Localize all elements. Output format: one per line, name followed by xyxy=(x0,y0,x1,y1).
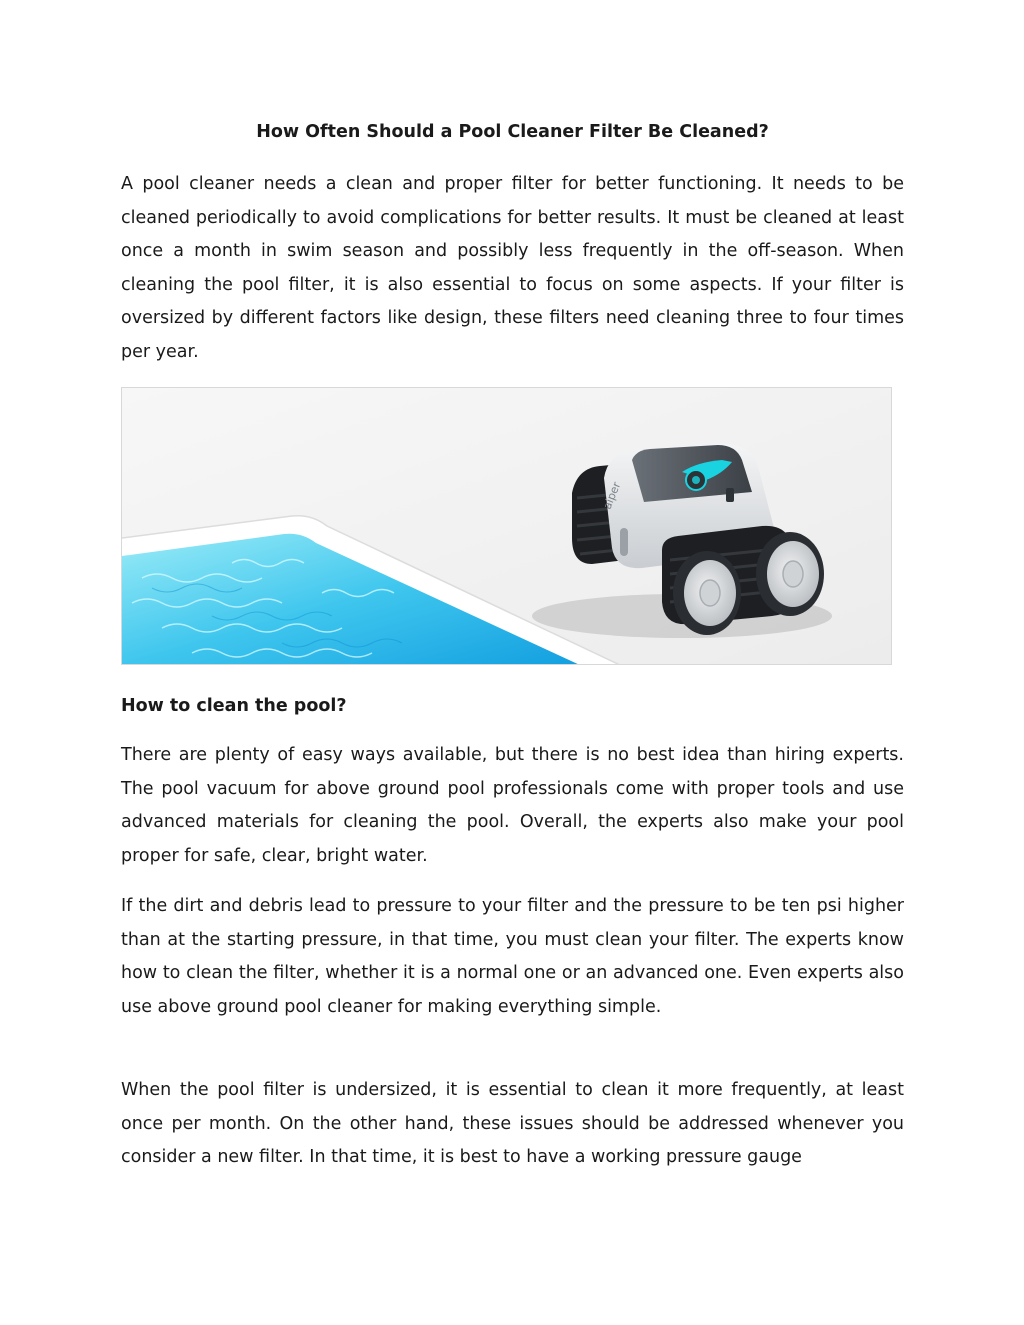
body-paragraph: If the dirt and debris lead to pressure to your filter and the pressure to be ten psi higher than at the starting pressure, in that time, you must clean your filter. The experts know how to clean the filter, whether it is a normal one or an advanced one. Even experts also use above ground pool cleaner for making everything simple. xyxy=(121,896,904,1017)
page-title: How Often Should a Pool Cleaner Filter Be Cleaned? xyxy=(256,122,769,142)
section-heading: How to clean the pool? xyxy=(121,696,347,716)
front-wheel-left xyxy=(673,551,741,635)
brand-logo-text: aiper xyxy=(600,480,624,512)
robot-pool-cleaner-image xyxy=(121,387,892,665)
front-wheel-right xyxy=(756,532,824,616)
body-paragraph: When the pool filter is undersized, it is essential to clean it more frequently, at least once per month. On the other hand, these issues should be addressed whenever you consider a new filter. In that time, it is best to have a working pressure gauge xyxy=(121,1080,904,1168)
body-paragraph: There are plenty of easy ways available, but there is no best idea than hiring experts. The pool vacuum for above ground pool professionals come with proper tools and use advanced materials for cleaning the pool. Overall, the experts also make your pool proper for safe, clear, bright water. xyxy=(121,745,904,866)
intro-paragraph: A pool cleaner needs a clean and proper filter for better functioning. It needs to be cleaned periodically to avoid complications for better results. It must be cleaned at least once a month in swim season and possibly less frequently in the off-season. When cleaning the pool filter, it is also essential to focus on some aspects. If your filter is oversized by different factors like design, these filters need cleaning three to four times per year. xyxy=(121,174,904,362)
